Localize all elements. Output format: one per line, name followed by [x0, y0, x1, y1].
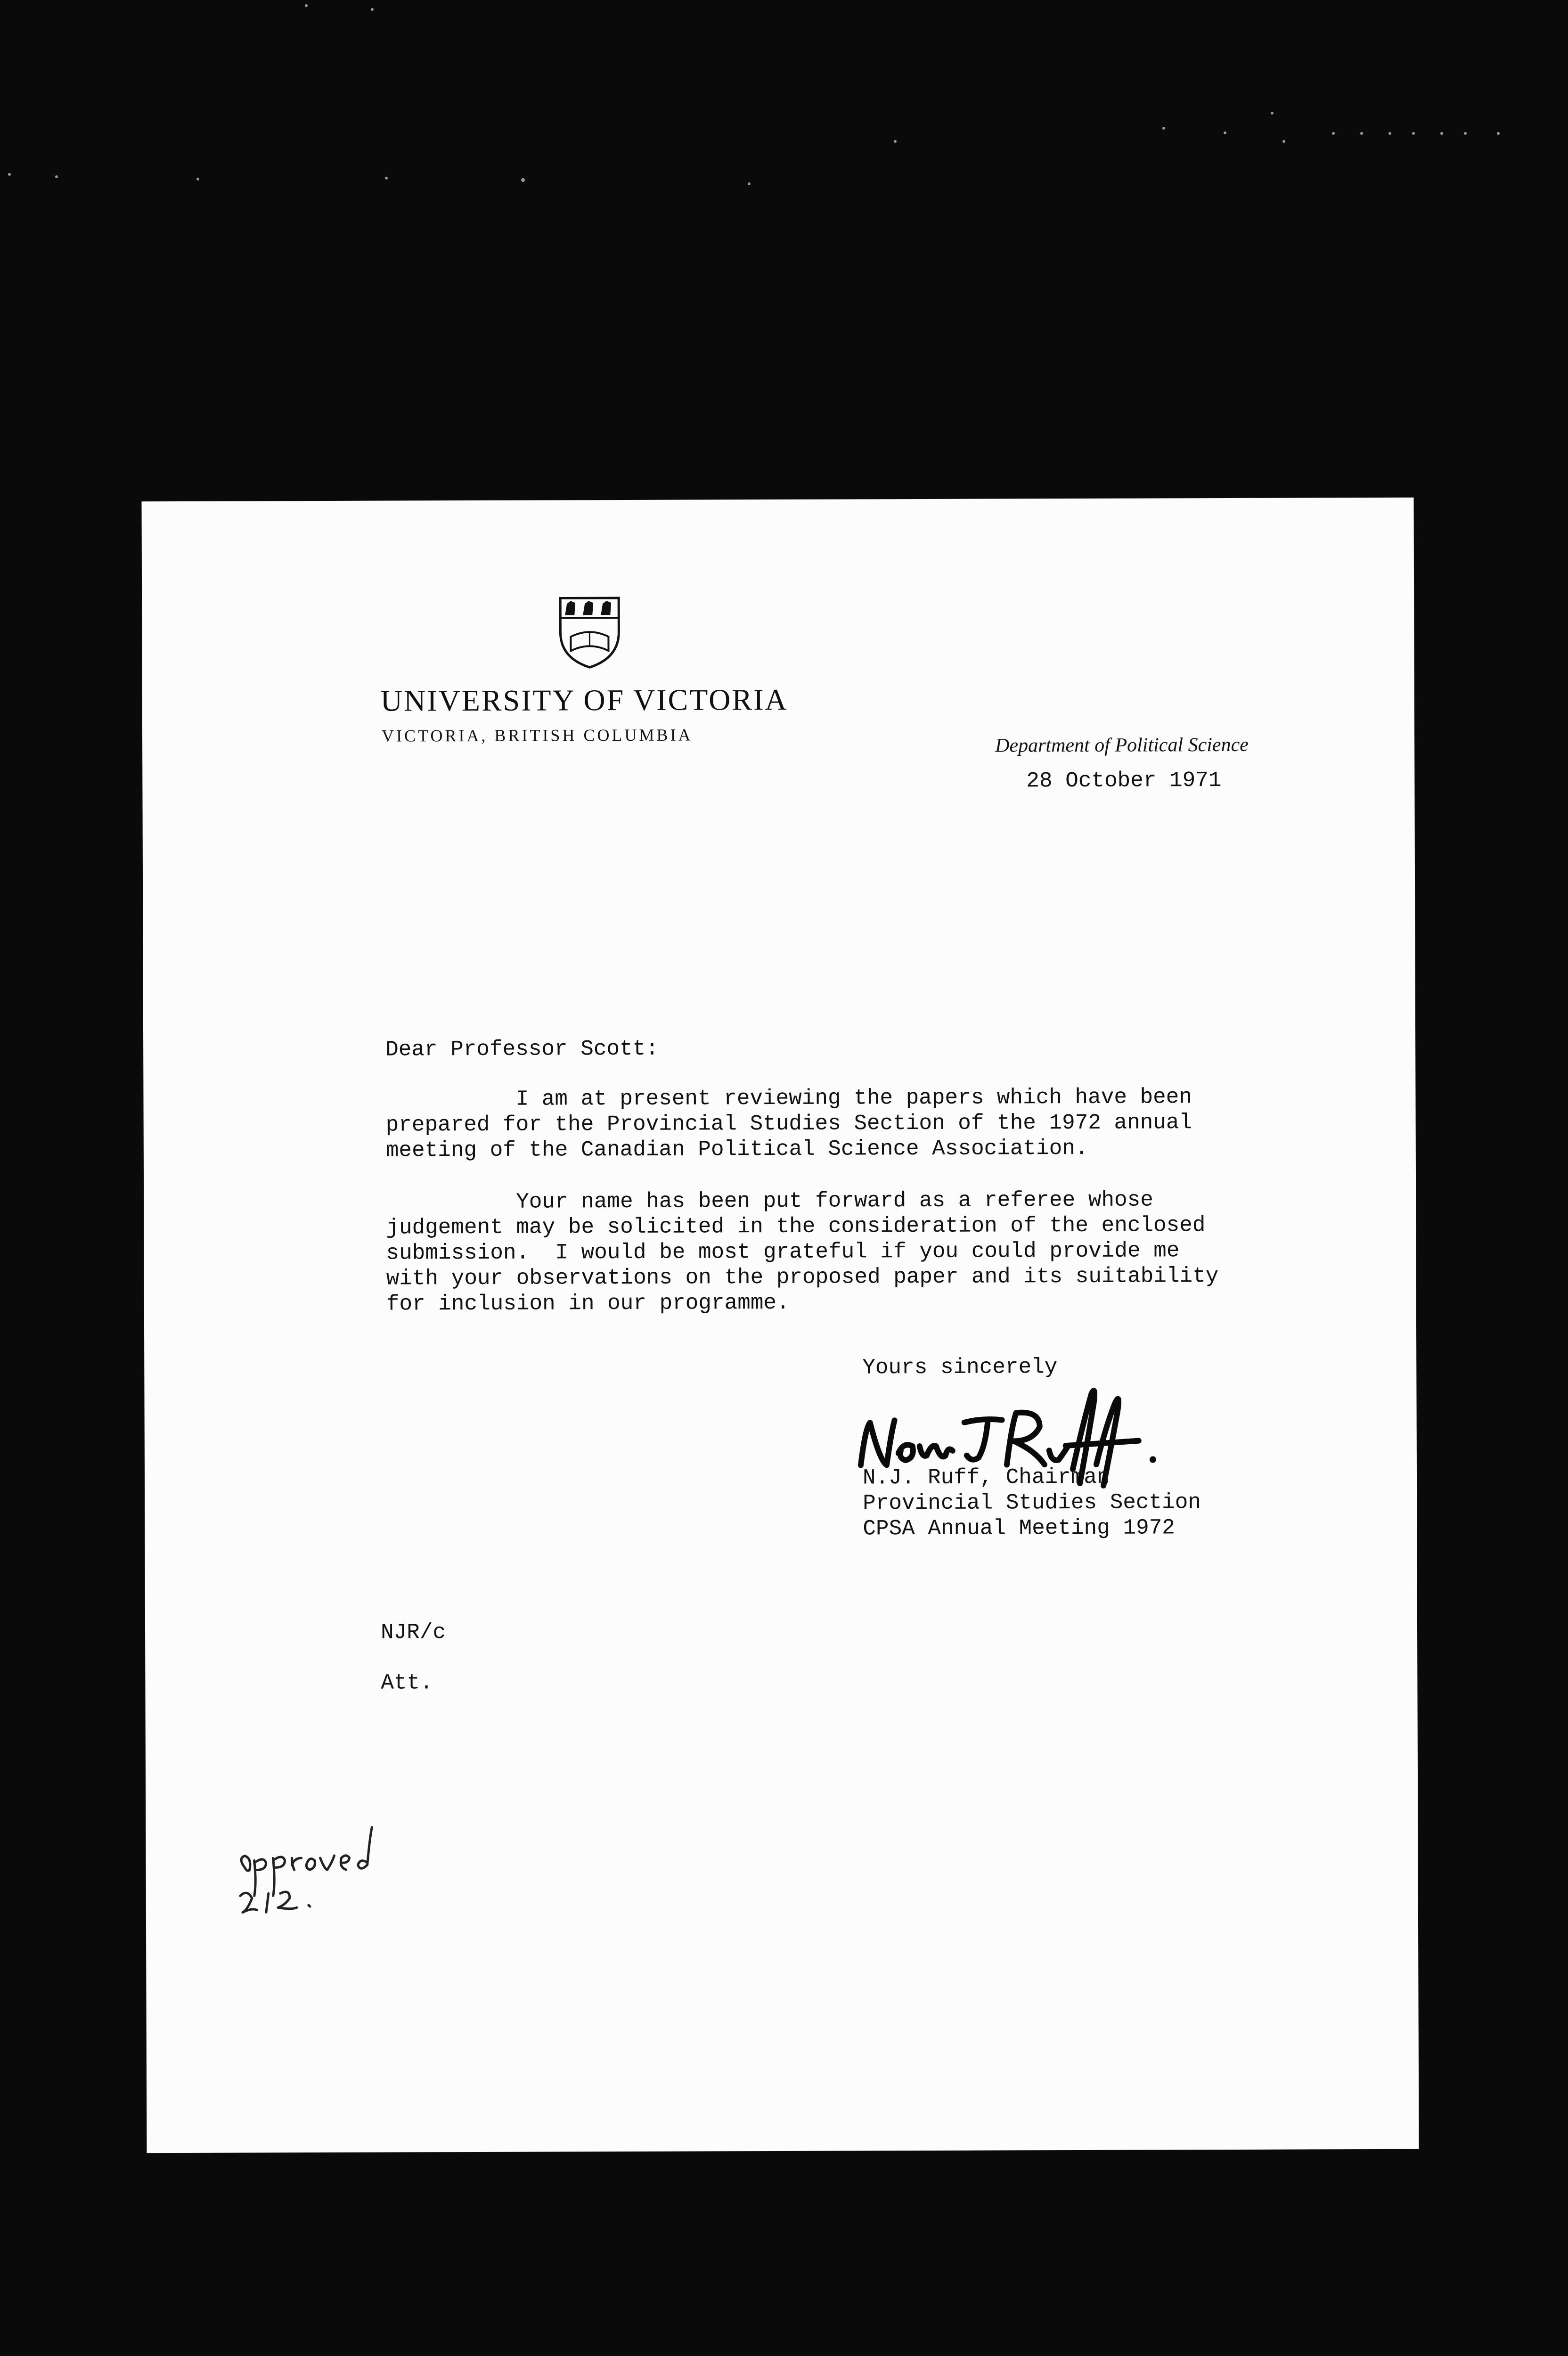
body-paragraph-1: I am at present reviewing the papers which have been prepared for the Provincial Studies Section of the 1972 annual meeting of the Canadian Political Science Association. [385, 1085, 1192, 1163]
letter-date: 28 October 1971 [1026, 768, 1222, 794]
closing: Yours sincerely [862, 1355, 1058, 1380]
salutation: Dear Professor Scott: [385, 1036, 659, 1062]
university-crest-icon [556, 594, 623, 670]
signature-block: N.J. Ruff, Chairman Provincial Studies Section CPSA Annual Meeting 1972 [862, 1464, 1201, 1541]
letter-page [142, 498, 1419, 2153]
film-specks [0, 0, 1568, 283]
attachment-note: Att. [381, 1670, 433, 1695]
university-name: UNIVERSITY OF VICTORIA [380, 682, 788, 718]
university-location: VICTORIA, BRITISH COLUMBIA [382, 725, 693, 745]
typist-initials: NJR/c [380, 1620, 446, 1645]
body-paragraph-2: Your name has been put forward as a referee whose judgement may be solicited in the consideration of the enclosed submission. I would be most grateful if you could provide me with your observations on the proposed paper and its suitability for inclusion in our programme. [386, 1187, 1219, 1317]
department-name: Department of Political Science [995, 734, 1249, 757]
handwritten-approval-note [226, 1810, 429, 1952]
